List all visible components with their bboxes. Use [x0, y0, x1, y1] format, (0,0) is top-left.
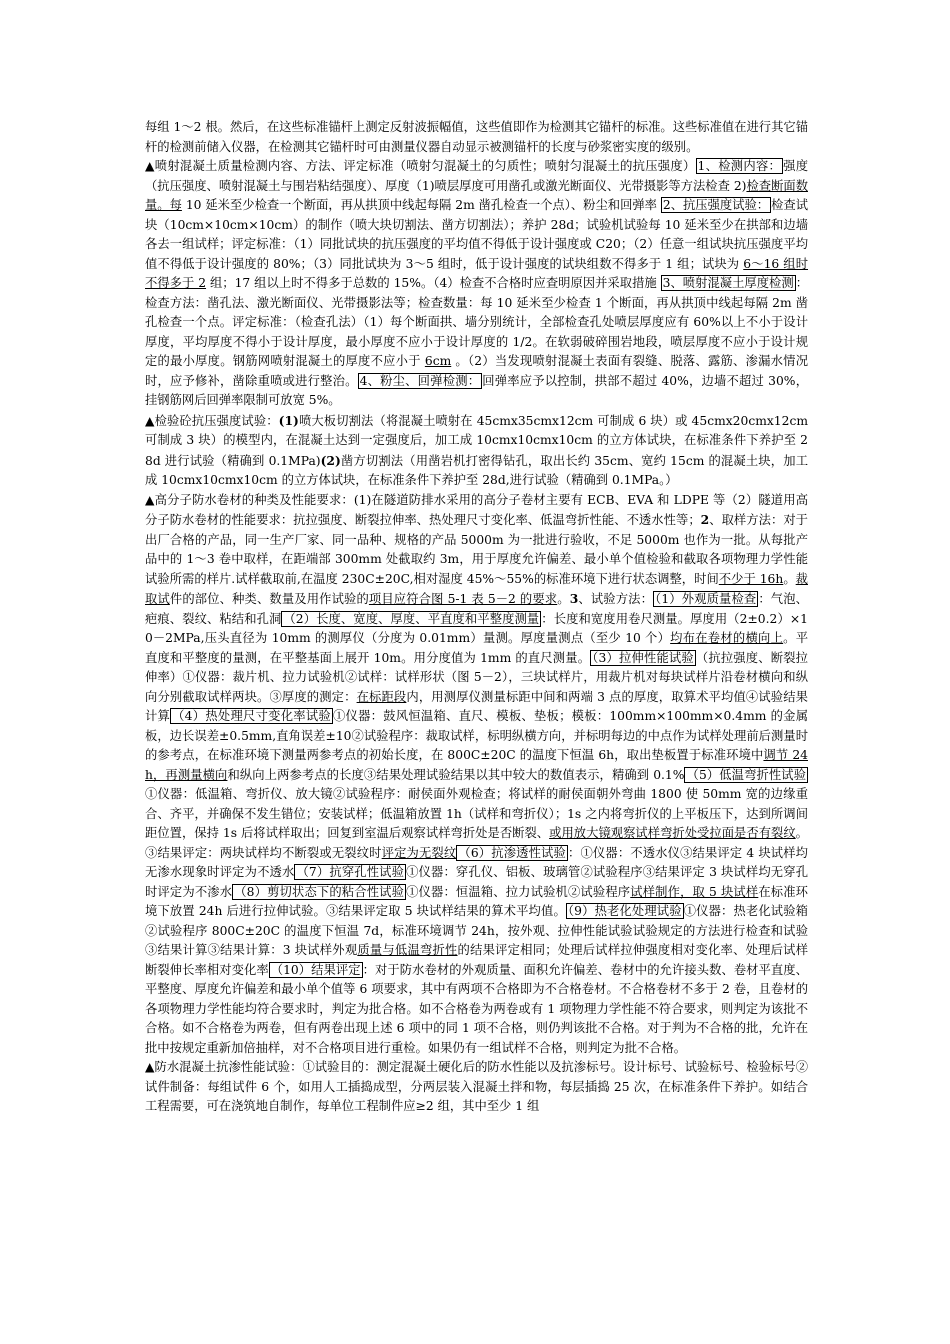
underlined-text: 调节 24h，再测量横向	[145, 748, 808, 782]
underlined-text: 项目应符合图 5-1 表 5－2 的要求	[368, 592, 558, 606]
paragraph-p3	[145, 491, 808, 1059]
underlined-text: 均布在卷材的横向上	[670, 631, 784, 645]
boxed-heading: （9）热老化处理试验	[567, 904, 682, 918]
boxed-heading: （7）抗穿孔性试验	[296, 865, 405, 879]
underlined-text: 试样制作，取 5 块试样	[630, 884, 759, 899]
boxed-heading: 3、喷射混凝土厚度检测	[662, 276, 794, 290]
text-segment: ：气泡、疤痕、裂纹、粘结和孔洞	[145, 592, 808, 626]
text-segment: 每组 1～2 根。然后，在这些标准锚杆上测定反射波振幅值，这些值即作为检测其它锚杆的标准。这些标准值在进行其它锚杆的检测前储入仪器，在检测其它锚杆时可由测量仪器自动显示被测锚杆的长度与砂浆密实度的级别。	[145, 120, 808, 154]
underlined-text: 检查断面数量。每	[145, 178, 808, 212]
underlined-text: 裁取试	[145, 571, 808, 606]
underlined-text: 评定为无裂纹	[381, 845, 457, 860]
boxed-heading: （3）拉伸性能试验	[592, 650, 694, 665]
text-segment: ▲检验砼抗压强度试验：	[145, 413, 279, 428]
text-segment: 凿方切割法（用凿岩机打密得钻孔，取出长约 35cm、宽约 15cm 的混凝土块，加工成 10cmx10cmx10cm 的立方体试块，在标准条件下养护至 28d,进行试验（精确到 0.1MPa。）	[145, 453, 808, 487]
text-segment: 喷大板切割法（将混凝土喷射在 45cmx35cmx12cm 可制成 6 块）或 45cmx20cmx12cm 可制成 3 块）的模型内，在混凝土达到一定强度后，加工成 10cmx10cmx10cm 的立方体试块，在标准条件下养护至 28d 进行试验（精确到 0.1MPa)	[145, 413, 808, 468]
text-segment: 、试验方法：	[578, 592, 654, 606]
underlined-text: 6～16 组时不得多于 2	[145, 256, 808, 290]
boxed-heading: （1）外观质量检查	[655, 592, 757, 606]
paragraph-p0	[145, 118, 808, 157]
bold-text: 3	[569, 591, 579, 606]
text-segment: ：对于防水卷材的外观质量、面积允许偏差、卷材中的允许接头数、卷材平直度、平整度、厚度允许偏差和最小单个值等 6 项要求，其中有两项不合格即为不合格卷材。不合格卷材不多于 2 卷，且卷材的各项物理力学性能均符合要求时，判定为批合格。如不合格卷为两卷或有 1 项物理力学性能不符合要求，则判定为该批不合格。如不合格卷为两卷，但有两卷出现上述 6 项中的同 1 项不合格，则仍判该批不合格。对于判为不合格的批，允许在批中按规定重新加倍抽样，对不合格项目进行重检。如果仍有一组试样不合格，则判定为批不合格。	[145, 962, 808, 1055]
text-segment: ▲高分子防水卷材的种类及性能要求：(1)在隧道防排水采用的高分子卷材主要有 ECB、EVA 和 LDPE 等（2）隧道用高分子防水卷材的性能要求：抗拉强度、断裂拉伸率、热处理尺寸变化率、低温弯折性能、不透水性等；	[145, 492, 808, 527]
text-segment: ①仪器：穿孔仪、铝板、玻璃管②试验程序③结果评定 3 块试样均无穿孔时评定为不渗水	[145, 865, 808, 899]
text-segment: ①仪器：恒温箱、拉力试验机②试验程序	[406, 884, 631, 899]
text-segment: 的结果评定相同；处理后试样拉伸强度相对变化率、处理后试样断裂伸长率相对变化率	[145, 943, 808, 977]
text-segment: 、取样方法：对于出厂合格的产品，同一生产厂家、同一品种、规格的产品 5000m 为一批进行验收，不足 5000m 也作为一批。从每批产品中的 1～3 卷中取样，在距端部 300mm 处截取约 3m，用于厚度允许偏差、最小单个值检验和截取各项物理力学性能试验所需的样片.试样截取前,在温度 230C±20C,相对湿度 45%～55%的标准环境下进行状态调整，时间	[145, 513, 808, 586]
paragraph-p1	[145, 157, 808, 411]
text-segment: 件的部位、种类、数量及用作试验的	[169, 592, 369, 606]
paragraph-p4	[145, 1058, 808, 1117]
text-segment: 回弹率应予以控制，拱部不超过 40%，边墙不超过 30%，挂钢筋网后回弹率限制可放宽 5%。	[145, 373, 808, 407]
text-segment: 检查试块（10cm×10cm×10cm）的制作（喷大块切割法、凿方切割法）；养护 28d；试验机试验每 10 延米至少在拱部和边墙各去一组试样；评定标准：（1）同批试块的抗压强度的平均值不得低于设计强度或 C20；（2）任意一组试块抗压强度平均值不得低于设计强度的 80%；（3）同批试块为 3～5 组时，低于设计强度的试块组数不得多于 1 组；试块为	[145, 198, 808, 271]
bold-text: (2)	[320, 452, 341, 468]
bold-text: 2	[700, 512, 710, 527]
underlined-text: 6cm	[424, 354, 452, 368]
boxed-heading: （8）剪切状态下的粘合性试验	[234, 884, 405, 899]
boxed-heading: （5）低温弯折性试验	[686, 767, 807, 782]
text-segment: ▲防水混凝土抗渗性能试验：①试验目的：测定混凝土硬化后的防水性能以及抗渗标号。设计标号、试验标号、检验标号②试件制备：每组试件 6 个，如用人工插捣成型，分两层装入混凝土拌和物，每层插捣 25 次，在标准条件下养护。如结合工程需要，可在浇筑地自制作，每单位工程制件应≥2 组，其中至少 1 组	[145, 1060, 808, 1113]
underlined-text: 质量与低温弯折性	[357, 943, 458, 957]
text-segment: ：①仪器：不透水仪③结果评定 4 块试样均无渗水现象时评定为不透水	[145, 845, 808, 879]
text-segment: ▲喷射混凝土质量检测内容、方法、评定标准（喷射匀混凝土的匀质性；喷射匀混凝土的抗压强度）	[145, 159, 696, 173]
text-segment: 内，用测厚仪测量标距中间和两端 3 点的厚度，取算术平均值④试验结果计算	[145, 689, 808, 723]
text-segment: 。（2）当发现喷射混凝土表面有裂缝、脱落、露筋、渗漏水情况时，应予修补，凿除重喷或进行整治。	[145, 354, 808, 388]
document-page	[145, 118, 808, 1117]
text-segment: ①仪器：热老化试验箱②试验程序 800C±20C 的温度下恒温 7d，标准环境调节 24h，按外观、拉伸性能试验试验规定的方法进行检查和试验③结果计算③结果计算：3 块试样外观	[145, 904, 808, 957]
boxed-heading: （10）结果评定	[270, 962, 361, 977]
text-segment: 。③结果评定：两块试样均不断裂或无裂纹时	[145, 826, 808, 860]
text-segment: ：检查方法：凿孔法、激光断面仪、光带摄影法等；检查数量：每 10 延米至少检查 1 个断面，再从拱顶中线起每隔 2m 凿孔检查一个点。评定标准：（检查孔法）（1）每个断面拱、墙分别统计，全部检查孔处喷层厚度应有 60%以上不小于设计厚度，平均厚度不得小于设计厚度，最小厚度不应小于设计厚度的 1/2。在软弱破碎围岩地段，喷层厚度不应小于设计规定的最小厚度。钢筋网喷射混凝土的厚度不应小于	[145, 276, 808, 368]
text-segment: 。平直度和平整度的量测，在平整基面上展开 10m。用分度值为 1mm 的直尺测量。	[145, 631, 808, 665]
boxed-heading: （6）抗渗透性试验	[458, 845, 566, 860]
boxed-heading: 4、粉尘、回弹检测：	[359, 373, 481, 388]
boxed-heading: 2、抗压强度试验：	[662, 198, 770, 212]
text-segment: 10 延米至少检查一个断面，再从拱顶中线起每隔 2m 凿孔检查一个点）、粉尘和回弹率	[181, 198, 661, 212]
underlined-text: 不少于 16h	[718, 571, 784, 586]
bold-text: (1)	[278, 412, 299, 428]
boxed-heading: （4）热处理尺寸变化率试验	[172, 709, 331, 723]
text-segment: 和纵向上两参考点的长度③结果处理试验结果以其中较大的数值表示，精确到 0.1%	[227, 767, 685, 782]
text-segment: ①仪器：低温箱、弯折仪、放大镜②试验程序：耐侯面外观检查；将试样的耐侯面朝外弯曲 1800 使 50mm 宽的边缘重合、齐平，并确保不发生错位；安装试样；低温箱放置 1h（试样和弯折仪）；1s 之内将弯折仪的上平板压下，达到所调间距位置，保持 1s 后将试样取出；回复到室温后观察试样弯折处是否断裂、	[145, 787, 808, 840]
text-segment: 组；17 组以上时不得多于总数的 15%。（4）检查不合格时应查明原因并采取措施	[206, 276, 661, 290]
text-segment: ：长度和宽度用卷尺测量。厚度用（2±0.2）×10－2MPa,压头直径为 10mm 的测厚仪（分度为 0.01mm）量测。厚度量测点（至少 10 个）	[145, 611, 808, 645]
text-segment: 强度（抗压强度、喷射混凝土与围岩粘结强度）、厚度（1)喷层厚度可用凿孔或激光断面仪、光带摄影等方法检查 2)	[145, 159, 808, 193]
text-segment: （抗拉强度、断裂拉伸率）①仪器：裁片机、拉力试验机②试样：试样形状（图 5－2），三块试样片，用裁片机对每块试样片沿卷材横向和纵向分别截取试样两块。③厚度的测定：	[145, 650, 808, 704]
underlined-text: 或用放大镜观察试样弯折处受拉面是否有裂纹	[549, 826, 796, 840]
paragraph-p2	[145, 411, 808, 491]
text-segment: 在标准环境下放置 24h 后进行拉伸试验。③结果评定取 5 块试样结果的算术平均值。	[145, 884, 808, 918]
text-segment: ①仪器：鼓风恒温箱、直尺、模板、垫板；模板：100mm×100mm×0.4mm 的金属板，边长误差±0.5mm,直角误差±10②试验程序：裁取试样，标明纵横方向，并标明每边的中点作为试样处理前后测量时的参考点，在标准环境下测量两参考点的初始长度，在 800C±20C 的温度下恒温 6h，取出垫板置于标准环境中	[145, 709, 808, 762]
boxed-heading: （2）长度、宽度、厚度、平直度和平整度测量	[283, 611, 540, 626]
underlined-text: 在标距段	[356, 689, 407, 704]
text-segment: 。	[783, 571, 796, 586]
text-segment: 。	[557, 592, 570, 606]
boxed-heading: 1、检测内容：	[697, 159, 782, 173]
